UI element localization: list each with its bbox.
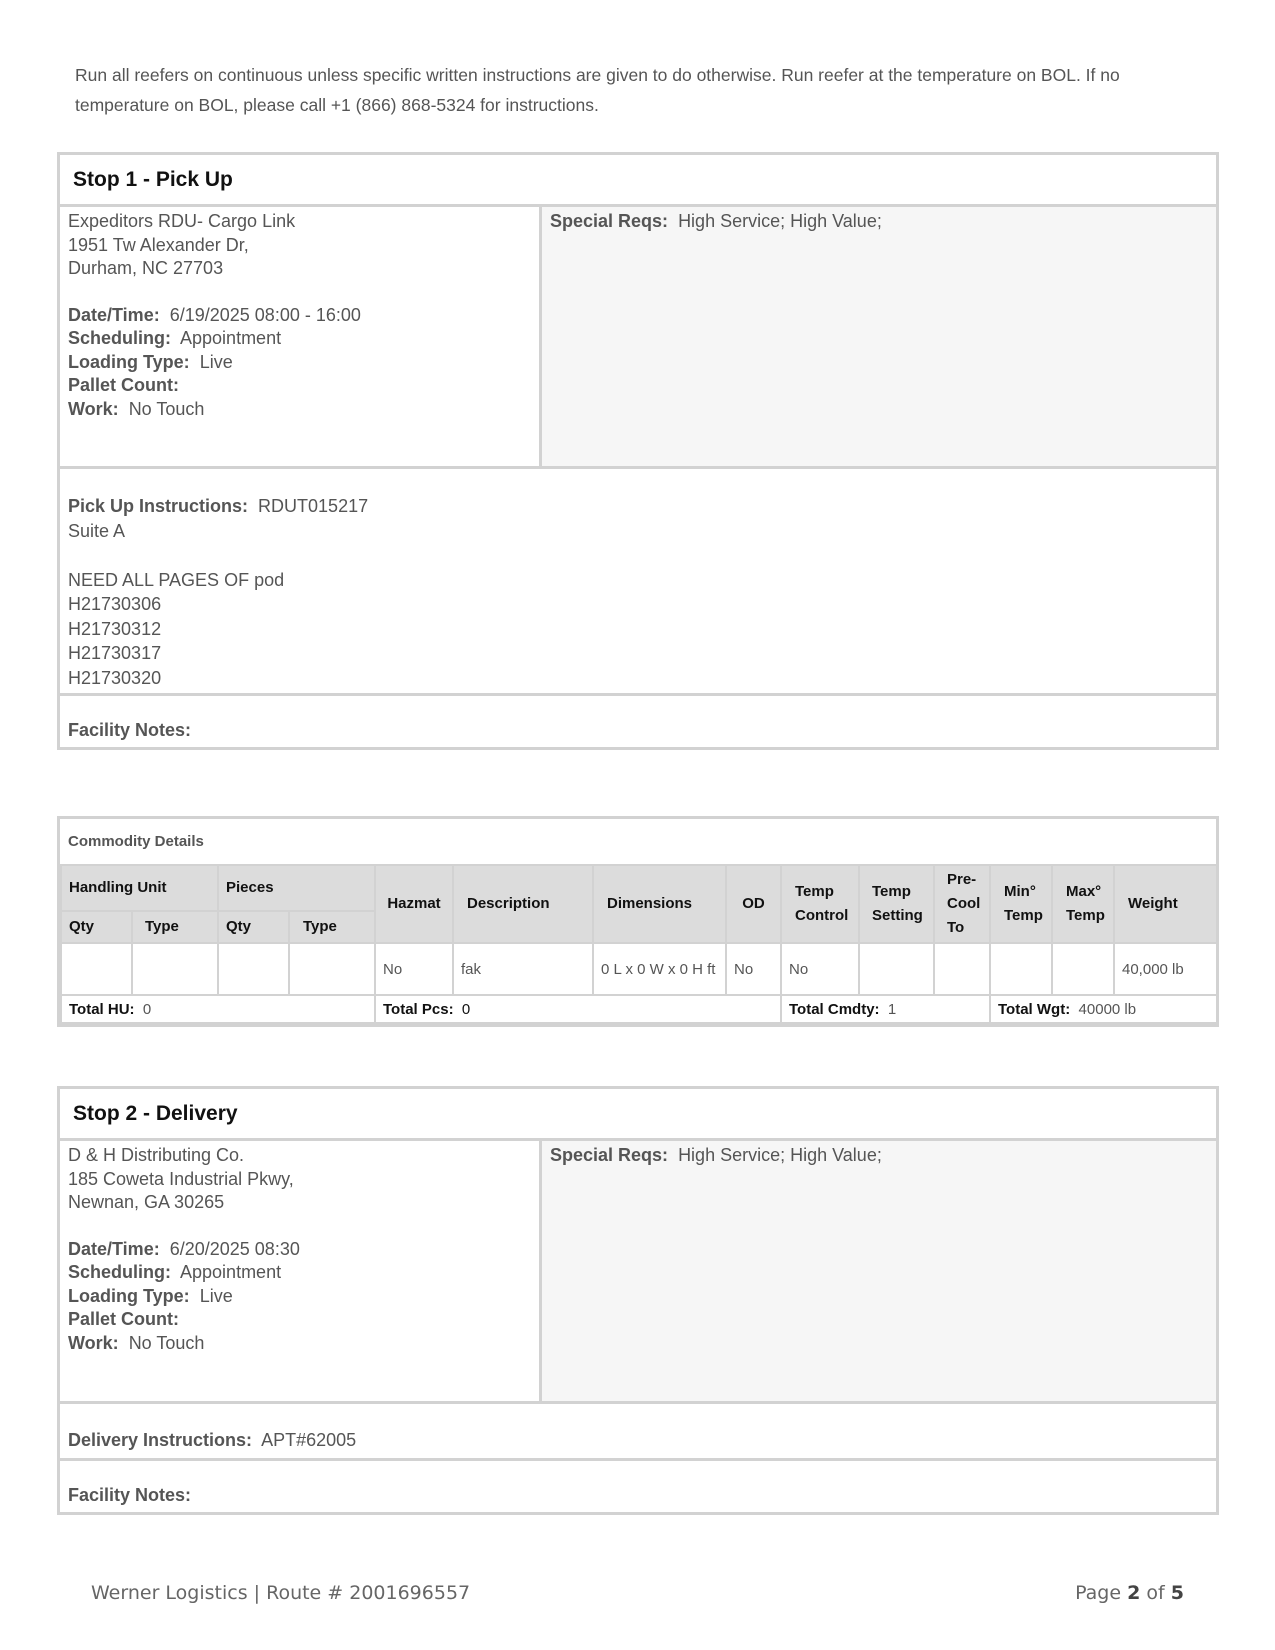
pc-qty-header: Qty — [218, 911, 289, 943]
total-pcs-value: 0 — [461, 1000, 471, 1018]
stop-1-facility-notes — [60, 693, 1216, 747]
instruction-line: H21730317 — [68, 643, 162, 663]
weight-cell: 40,000 lb — [1114, 943, 1217, 995]
pickup-instructions-label: Pick Up Instructions: — [68, 496, 249, 516]
scheduling-label: Scheduling: — [68, 1262, 171, 1282]
stop-2-title: Stop 2 - Delivery — [60, 1089, 1216, 1141]
stop-1-card — [57, 152, 1219, 750]
temp-control-header: Temp Control — [781, 865, 859, 943]
loading-type-label: Loading Type: — [68, 351, 190, 372]
instruction-line: H21730312 — [68, 618, 162, 639]
temp-setting-cell — [859, 943, 934, 995]
instruction-line — [68, 543, 1208, 568]
total-cmdty-label: Total Cmdty: — [789, 1000, 880, 1018]
datetime-label: Date/Time: — [68, 304, 160, 325]
hazmat-cell: No — [375, 943, 453, 995]
of-word: of — [1146, 1582, 1165, 1604]
stop-1-address-line1: 1951 Tw Alexander Dr, — [68, 234, 249, 255]
work-label: Work: — [68, 1332, 119, 1353]
temp-control-cell: No — [781, 943, 859, 995]
max-temp-cell — [1052, 943, 1114, 995]
commodity-details-card — [57, 816, 1219, 1027]
description-header: Description — [453, 865, 593, 943]
total-wgt-value: 40000 lb — [1078, 1000, 1137, 1018]
page-word: Page — [1075, 1582, 1122, 1604]
stop-2-delivery-instructions — [60, 1404, 1216, 1458]
total-wgt-label: Total Wgt: — [998, 1000, 1071, 1018]
stop-2-name: D & H Distributing Co. — [68, 1145, 245, 1165]
commodity-details-title: Commodity Details — [61, 819, 1217, 865]
pallet-count-label: Pallet Count: — [68, 375, 179, 395]
max-temp-header: Max° Temp — [1052, 865, 1114, 943]
pc-type-cell — [289, 943, 375, 995]
instruction-line: H21730306 — [68, 594, 162, 614]
weight-header: Weight — [1114, 865, 1217, 943]
stop-2-address-line2: Newnan, GA 30265 — [68, 1192, 225, 1212]
stop-1-special-reqs — [542, 207, 1216, 466]
stop-2-work: No Touch — [128, 1332, 205, 1353]
special-reqs-label: Special Reqs: — [550, 211, 669, 231]
precool-header: Pre-Cool To — [934, 865, 990, 943]
stop-2-special-reqs — [542, 1141, 1216, 1401]
pc-qty-cell — [218, 943, 289, 995]
min-temp-header: Min° Temp — [990, 865, 1052, 943]
stop-2-scheduling: Appointment — [180, 1262, 282, 1282]
hu-qty-header: Qty — [61, 911, 132, 943]
hu-type-header: Type — [132, 911, 218, 943]
total-cmdty-value: 1 — [887, 1000, 897, 1018]
pieces-header: Pieces — [218, 865, 375, 911]
total-pcs-label: Total Pcs: — [383, 1000, 454, 1018]
hu-qty-cell — [61, 943, 132, 995]
facility-notes-label: Facility Notes: — [68, 1485, 192, 1505]
stop-1-datetime: 6/19/2025 08:00 - 16:00 — [169, 304, 361, 325]
current-page: 2 — [1127, 1582, 1141, 1604]
table-row — [61, 943, 1217, 995]
stop-2-loading-type: Live — [199, 1285, 233, 1306]
instruction-line: H21730320 — [68, 667, 162, 688]
delivery-instructions-label: Delivery Instructions: — [68, 1430, 253, 1450]
hazmat-header: Hazmat — [375, 865, 453, 943]
reefer-instructions: Run all reefers on continuous unless specific written instructions are given to do otherwise. Run reefer at the temperature on BOL. If no temperature on BOL, please call +1 (866) 868-5324 for instructions. — [75, 65, 1120, 115]
footer-route: Werner Logistics | Route # 2001696557 — [91, 1582, 471, 1604]
loading-type-label: Loading Type: — [68, 1285, 190, 1306]
stop-1-pickup-instructions — [60, 469, 1216, 693]
instruction-line: Suite A — [68, 520, 126, 541]
facility-notes-label: Facility Notes: — [68, 720, 192, 740]
stop-2-special-reqs-value: High Service; High Value; — [678, 1145, 882, 1165]
scheduling-label: Scheduling: — [68, 328, 171, 348]
datetime-label: Date/Time: — [68, 1238, 160, 1259]
precool-cell — [934, 943, 990, 995]
pickup-instructions-value: RDUT015217 — [258, 496, 369, 516]
stop-2-details — [60, 1141, 542, 1401]
stop-2-address-line1: 185 Coweta Industrial Pkwy, — [68, 1168, 294, 1189]
total-hu-label: Total HU: — [69, 1000, 135, 1018]
totals-row — [61, 995, 1217, 1023]
dimensions-header: Dimensions — [593, 865, 726, 943]
commodity-table — [60, 819, 1218, 1024]
stop-1-scheduling: Appointment — [180, 328, 282, 348]
delivery-instructions-value: APT#62005 — [261, 1430, 357, 1450]
dimensions-cell: 0 L x 0 W x 0 H ft — [593, 943, 726, 995]
total-pages: 5 — [1170, 1582, 1184, 1604]
stop-1-details — [60, 207, 542, 466]
description-cell: fak — [453, 943, 593, 995]
stop-2-facility-notes — [60, 1458, 1216, 1512]
stop-1-special-reqs-value: High Service; High Value; — [678, 211, 882, 231]
stop-2-card — [57, 1086, 1219, 1515]
instruction-line: NEED ALL PAGES OF pod — [68, 569, 285, 590]
min-temp-cell — [990, 943, 1052, 995]
temp-setting-header: Temp Setting — [859, 865, 934, 943]
od-cell: No — [726, 943, 781, 995]
work-label: Work: — [68, 398, 119, 419]
pallet-count-label: Pallet Count: — [68, 1309, 179, 1329]
stop-2-datetime: 6/20/2025 08:30 — [169, 1238, 300, 1259]
special-reqs-label: Special Reqs: — [550, 1145, 669, 1165]
hu-type-cell — [132, 943, 218, 995]
od-header: OD — [726, 865, 781, 943]
pc-type-header: Type — [289, 911, 375, 943]
handling-unit-header: Handling Unit — [61, 865, 218, 911]
total-hu-value: 0 — [142, 1000, 152, 1018]
stop-1-work: No Touch — [128, 398, 205, 419]
stop-1-loading-type: Live — [199, 351, 233, 372]
footer-page-number — [1075, 1582, 1184, 1604]
stop-1-title: Stop 1 - Pick Up — [60, 155, 1216, 207]
stop-1-name: Expeditors RDU- Cargo Link — [68, 211, 296, 231]
stop-1-address-line2: Durham, NC 27703 — [68, 258, 224, 278]
